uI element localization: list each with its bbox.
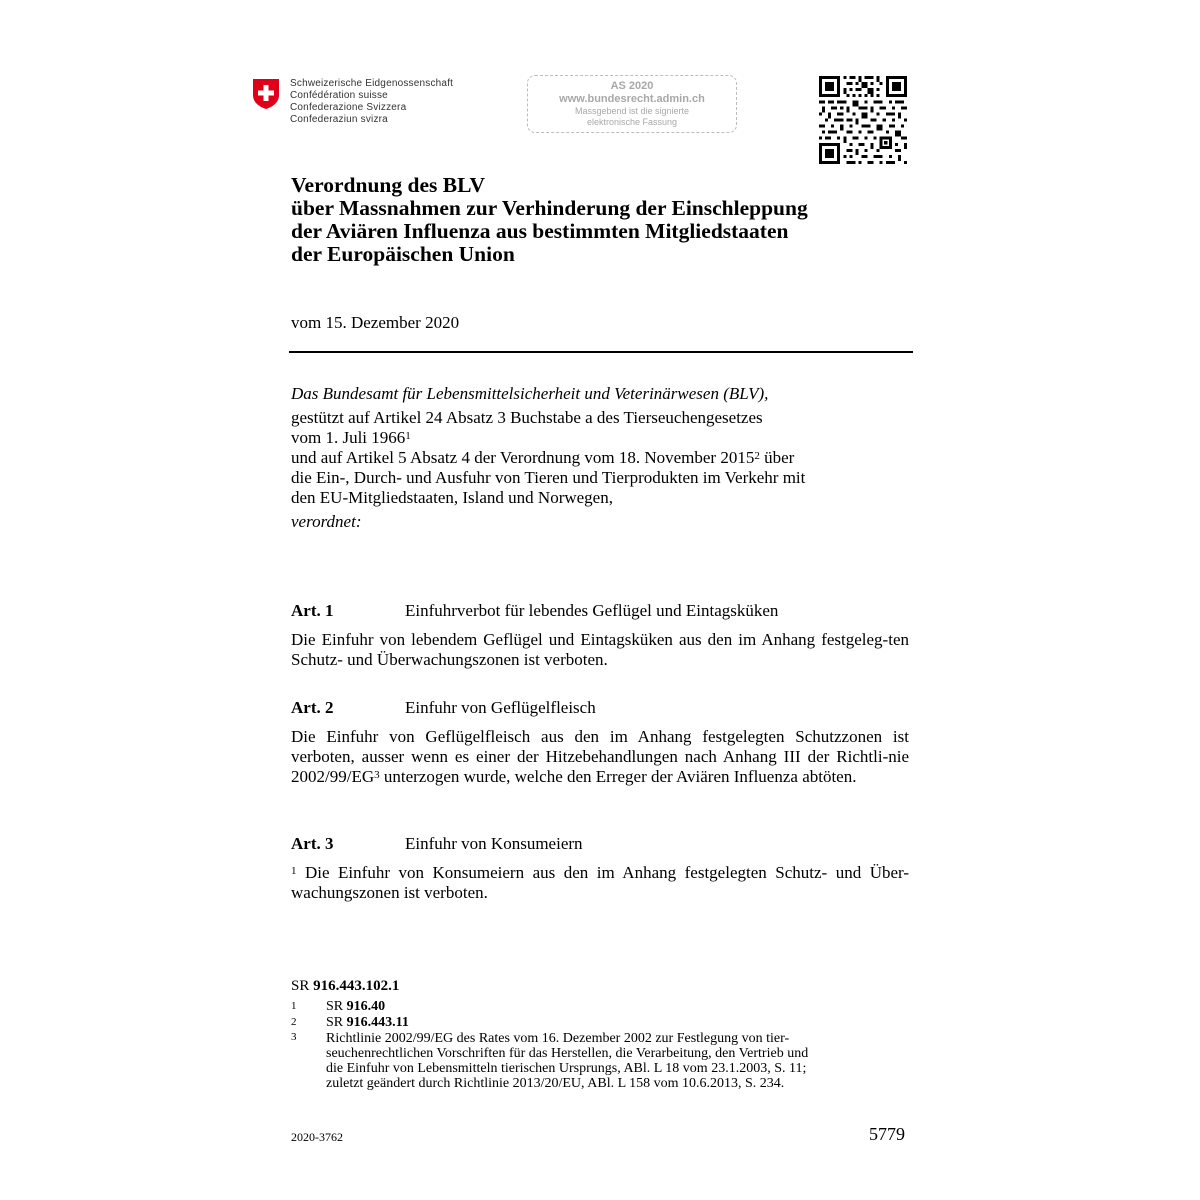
footnote-number: 1 [291,1000,297,1012]
footnote-prefix: SR [326,1015,347,1030]
article-title: Einfuhr von Konsumeiern [405,834,583,853]
footnote-ref-link[interactable]: 1 [405,430,411,442]
preamble-line: den EU-Mitgliedstaaten, Island und Norwegen, [291,488,613,507]
preamble-text: vom 1. Juli 1966 [291,428,406,447]
preamble [291,384,911,532]
preamble-line [291,448,911,468]
article-number: Art. 2 [291,698,334,717]
footnote-prefix: SR [326,999,347,1014]
footnote-ref[interactable]: 916.40 [346,999,386,1014]
preamble-line: gestützt auf Artikel 24 Absatz 3 Buchstabe a des Tierseuchengesetzes [291,408,763,427]
footnote-line: Richtlinie 2002/99/EG des Rates vom 16. Dezember 2002 zur Festlegung von tier- [326,1031,790,1046]
title-line: der Europäischen Union [291,242,515,266]
confederation-names [290,78,453,126]
article-heading [291,698,596,718]
enacting-verb: verordnet: [291,512,362,531]
article-heading [291,601,778,621]
footnote [291,1015,409,1030]
article-title: Einfuhr von Geflügelfleisch [405,698,596,717]
article-body [291,727,909,787]
footnote-ref[interactable]: 916.443.11 [346,1015,409,1030]
page-number: 5779 [869,1124,905,1144]
title-line: der Aviären Influenza aus bestimmten Mitgliedstaaten [291,219,789,243]
document-number: 2020-3762 [291,1130,343,1144]
sr-value: 916.443.102.1 [313,978,400,994]
preamble-text: und auf Artikel 5 Absatz 4 der Verordnung vom 18. November 2015 [291,448,755,467]
footnote-number: 2 [291,1016,297,1028]
stamp-url: www.bundesrecht.admin.ch [559,93,705,105]
preamble-line [291,428,911,448]
confed-de: Schweizerische Eidgenossenschaft [290,78,454,89]
paragraph-number: 1 [291,865,297,877]
stamp-note-2: elektronische Fassung [586,117,678,127]
footnote-ref-link[interactable]: 3 [374,769,380,781]
footnote-line: zuletzt geändert durch Richtlinie 2013/20/EU, ABl. L 158 vom 10.6.2013, S. 234. [326,1076,785,1091]
article-number: Art. 3 [291,834,334,853]
sr-prefix: SR [291,978,314,994]
article-number: Art. 1 [291,601,334,620]
title-line: Verordnung des BLV [291,173,485,197]
issuer: Das Bundesamt für Lebensmittelsicherheit und Veterinärwesen (BLV), [291,384,769,403]
footnote-line: seuchenrechtlichen Vorschriften für das Herstellen, die Verarbeitung, den Vertrieb und [326,1046,809,1061]
confed-rm: Confederaziun svizra [290,114,388,125]
stamp-note-1: Massgebend ist die signierte [574,106,690,116]
document-date: vom 15. Dezember 2020 [291,313,460,332]
sr-number [291,978,399,995]
article-heading [291,834,583,854]
official-version-stamp [527,75,737,133]
title-divider [289,351,913,353]
article-title: Einfuhrverbot für lebendes Geflügel und Eintagsküken [405,601,779,620]
stamp-as-year: AS 2020 [610,80,654,92]
article-text: Die Einfuhr von Konsumeiern aus den im Anhang festgelegten Schutz- und Über-wachungszonen ist verboten. [291,863,909,902]
footnote-3-text [326,1031,906,1091]
confed-fr: Confédération suisse [290,90,388,101]
preamble-line: die Ein-, Durch- und Ausfuhr von Tieren und Tierprodukten im Verkehr mit [291,468,806,487]
footnote-number: 3 [291,1031,297,1043]
confed-it: Confederazione Svizzera [290,102,407,113]
article-body: Die Einfuhr von lebendem Geflügel und Eintagsküken aus den im Anhang festgeleg-ten Schutz- und Überwachungszonen ist verboten. [291,630,909,669]
article-text: unterzogen wurde, welche den Erreger der Aviären Influenza abtöten. [379,767,857,786]
article-text: Die Einfuhr von Geflügelfleisch aus den im Anhang festgelegten Schutzzonen ist verboten, ausser wenn es einer der Hitzebehandlungen nach Anhang III der Richtli-nie 2002/99/EG [291,727,909,786]
article-body [291,863,909,903]
swiss-cross-shield-icon [252,78,280,110]
title-line: über Massnahmen zur Verhinderung der Einschleppung [291,196,808,220]
footnote-ref-link[interactable]: 2 [754,450,760,462]
qr-code-icon [819,76,907,164]
footnote [291,999,385,1014]
document-title [291,174,808,266]
preamble-text: über [759,448,795,467]
footnote-line: die Einfuhr von Lebensmitteln tierischen Ursprungs, ABl. L 18 vom 23.1.2003, S. 11; [326,1061,807,1076]
